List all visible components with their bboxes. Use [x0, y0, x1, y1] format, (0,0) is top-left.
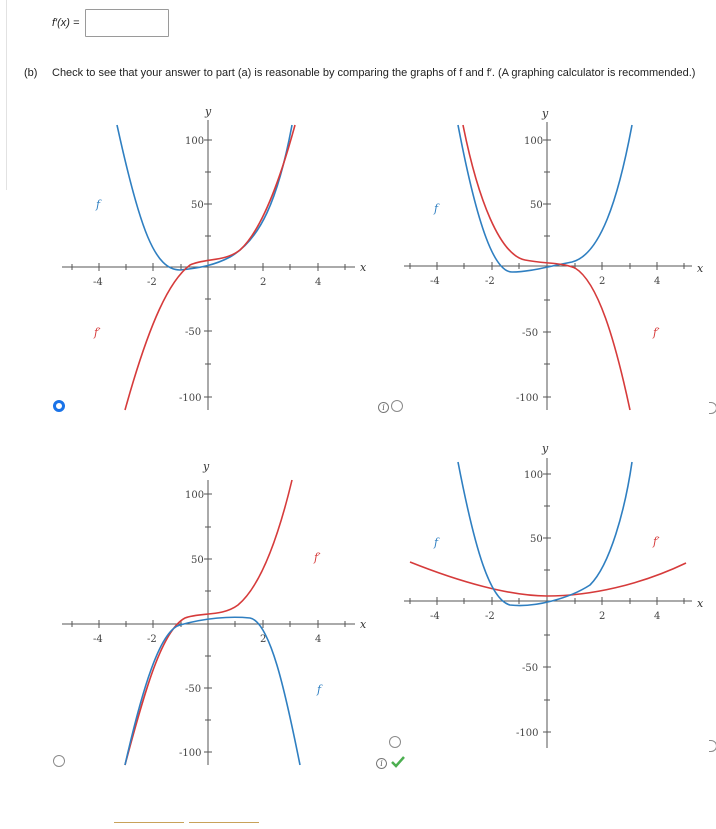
part-b-instruction: Check to see that your answer to part (a) is reasonable by comparing the graphs of f and f′. (A graphing calculator is recommended.): [52, 67, 696, 79]
derivative-label: f′(x) =: [52, 17, 80, 29]
graph-option-1-svg: [60, 100, 370, 420]
check-icon: [391, 756, 405, 768]
option-4-info-icon[interactable]: i: [376, 758, 387, 769]
f-prime-label: f′: [653, 535, 660, 548]
y-tick-50: 50: [530, 200, 543, 211]
f-label: f: [434, 202, 439, 215]
f-label: f: [434, 536, 439, 549]
x-tick-neg2: -2: [147, 634, 157, 645]
x-tick-2: 2: [260, 634, 267, 645]
y-tick-100: 100: [524, 136, 544, 147]
x-axis-label: x: [360, 261, 367, 274]
y-axis-label: y: [542, 442, 549, 455]
y-tick-neg50: -50: [522, 663, 539, 674]
graph-option-3: [60, 455, 370, 775]
option-extra-radio-1[interactable]: [709, 402, 716, 414]
y-tick-50: 50: [191, 200, 204, 211]
x-tick-neg2: -2: [485, 276, 495, 287]
y-tick-neg100: -100: [179, 748, 202, 759]
graph-option-2-svg: [400, 100, 716, 420]
graph-option-4: [400, 438, 716, 758]
f-label: f: [317, 683, 322, 696]
y-tick-neg100: -100: [179, 393, 202, 404]
f-curve: [117, 125, 292, 270]
y-tick-100: 100: [524, 470, 544, 481]
y-tick-neg100: -100: [516, 728, 539, 739]
x-tick-neg2: -2: [485, 611, 495, 622]
x-axis-label: x: [697, 262, 704, 275]
x-tick-2: 2: [599, 276, 606, 287]
x-tick-4: 4: [315, 634, 322, 645]
graph-option-2: [400, 100, 716, 420]
part-b-letter: (b): [24, 67, 38, 79]
x-tick-neg4: -4: [430, 611, 440, 622]
part-b-prompt: [24, 66, 710, 81]
x-tick-neg4: -4: [430, 276, 440, 287]
y-tick-100: 100: [185, 136, 205, 147]
y-tick-50: 50: [530, 534, 543, 545]
x-tick-2: 2: [599, 611, 606, 622]
y-axis-label: y: [542, 107, 549, 120]
f-curve: [458, 125, 632, 272]
graph-option-1: [60, 100, 370, 420]
x-tick-2: 2: [260, 277, 267, 288]
y-tick-100: 100: [185, 490, 205, 501]
graph-option-3-svg: [60, 455, 370, 775]
f-label: f: [96, 198, 101, 211]
y-axis-label: y: [205, 105, 212, 118]
x-axis-label: x: [697, 597, 704, 610]
option-extra-radio-2[interactable]: [709, 740, 716, 752]
y-tick-neg100: -100: [516, 393, 539, 404]
x-tick-neg4: -4: [93, 277, 103, 288]
option-3-radio[interactable]: [53, 755, 65, 767]
f-prime-label: f′: [314, 551, 321, 564]
option-1-radio[interactable]: [53, 400, 65, 412]
left-rule: [0, 0, 7, 190]
option-4-radio[interactable]: [389, 736, 401, 748]
x-tick-4: 4: [654, 276, 661, 287]
y-axis-label: y: [203, 460, 210, 473]
y-tick-neg50: -50: [522, 328, 539, 339]
x-tick-neg2: -2: [147, 277, 157, 288]
option-2-info-icon[interactable]: i: [378, 402, 389, 413]
f-prime-label: f′: [653, 326, 660, 339]
y-tick-50: 50: [191, 555, 204, 566]
f-prime-curve: [410, 562, 686, 596]
part-a-answer-row: [52, 8, 169, 38]
x-axis-label: x: [360, 618, 367, 631]
option-2-radio[interactable]: [391, 400, 403, 412]
y-tick-neg50: -50: [185, 327, 202, 338]
x-tick-neg4: -4: [93, 634, 103, 645]
x-tick-4: 4: [654, 611, 661, 622]
derivative-answer-input[interactable]: [85, 9, 169, 37]
bottom-button-1[interactable]: [114, 822, 184, 829]
f-curve: [458, 462, 632, 606]
graph-option-4-svg: [400, 438, 716, 758]
x-tick-4: 4: [315, 277, 322, 288]
f-prime-label: f′: [94, 326, 101, 339]
bottom-button-2[interactable]: [189, 822, 259, 829]
y-tick-neg50: -50: [185, 684, 202, 695]
